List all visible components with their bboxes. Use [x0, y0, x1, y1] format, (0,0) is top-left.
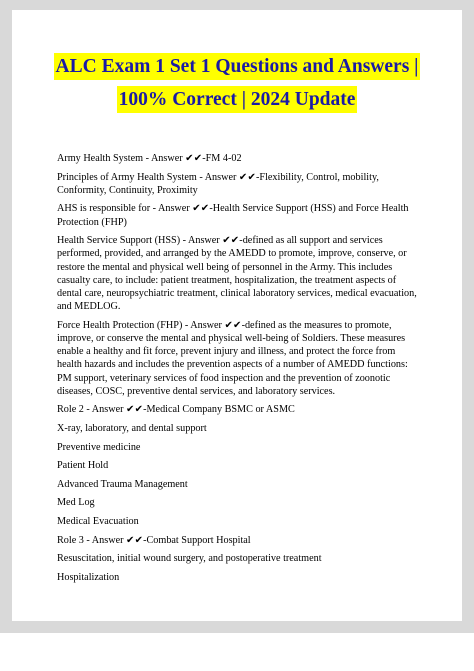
qa-entry: Med Log — [57, 497, 95, 509]
qa-entry: Preventive medicine — [57, 441, 141, 453]
qa-entry: AHS is responsible for - Answer ✔✔-Health Service Support (HSS) and Force Health Protection (FHP) — [57, 203, 409, 228]
qa-entry: Patient Hold — [57, 460, 109, 472]
qa-entry: Medical Evacuation — [57, 515, 139, 527]
qa-content — [57, 152, 417, 589]
qa-entry: Hospitalization — [57, 571, 120, 583]
document-page — [12, 10, 462, 621]
qa-entry: Role 3 - Answer ✔✔-Combat Support Hospital — [57, 534, 251, 546]
qa-entry: Army Health System - Answer ✔✔-FM 4-02 — [57, 153, 242, 164]
qa-entry: Role 2 - Answer ✔✔-Medical Company BSMC or ASMC — [57, 404, 295, 416]
qa-entry: X-ray, laboratory, and dental support — [57, 423, 207, 434]
qa-entry: Health Service Support (HSS) - Answer ✔✔-defined as all support and services performed, provided, and arranged by the AMEDD to promote, improve, conserve, or restore the mental and physical well being of personnel in the Army. This includes casualty care, to include: patient treatment, hospitalization, the treatment aspects of dental care, neuropsychiatric treatment, clinical laboratory services, medical evacuation, and MEDLOG. — [57, 235, 417, 313]
document-title — [12, 53, 462, 119]
qa-entry: Force Health Protection (FHP) - Answer ✔✔-defined as the measures to promote, improve, or conserve the mental and physical well-being of Soldiers. These measures enable a healthy and fit force, prevent injury and illness, and protect the force from health hazards and includes the prevention aspects of a number of AMEDD functions: PM support, veterinary services of food inspection and the prevention of zoonotic diseases, COSC, preventive dental services, and laboratory services. — [57, 319, 408, 397]
qa-entry: Advanced Trauma Management — [57, 478, 188, 490]
title-line-1: ALC Exam 1 Set 1 Questions and Answers | — [54, 53, 421, 80]
title-line-2: 100% Correct | 2024 Update — [117, 86, 358, 113]
qa-entry: Resuscitation, initial wound surgery, and postoperative treatment — [57, 553, 322, 565]
qa-entry: Principles of Army Health System - Answer ✔✔-Flexibility, Control, mobility, Conformity, Continuity, Proximity — [57, 171, 379, 196]
